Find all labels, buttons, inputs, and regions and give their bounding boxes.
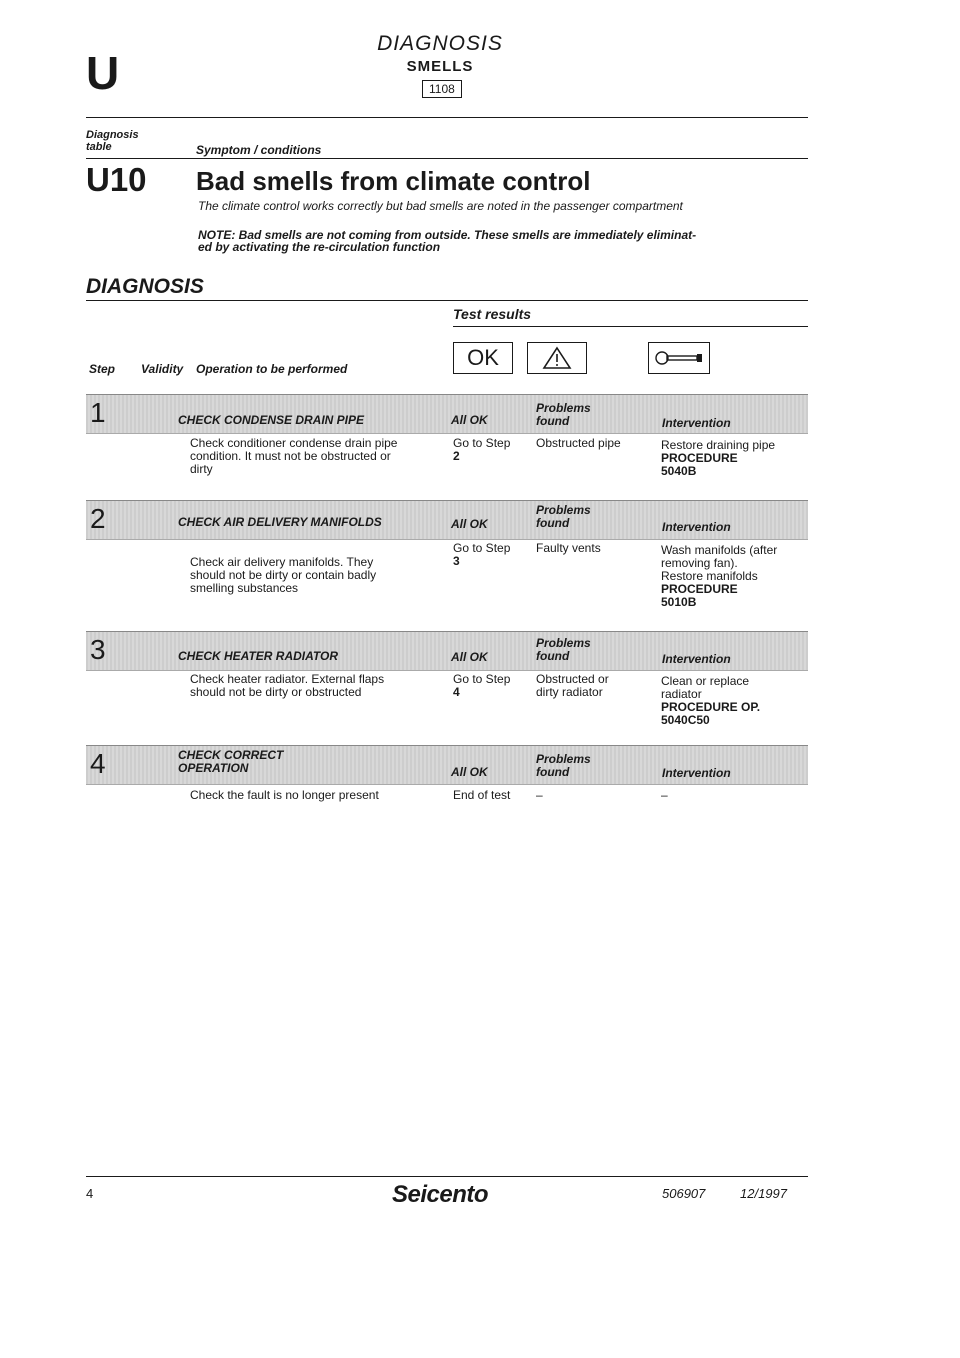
symptom-description: The climate control works correctly but bad smells are noted in the passenger compartment	[198, 199, 683, 213]
brand-logo: Seicento	[391, 1181, 489, 1208]
action-line: Restore draining pipe	[661, 438, 776, 452]
step-number: 1	[90, 397, 106, 428]
operation-line: should not be dirty or contain badly	[190, 568, 377, 582]
col-step: Step	[89, 362, 116, 376]
step-check: CHECK CONDENSE DRAIN PIPE	[178, 413, 365, 427]
result-line: Go to Step	[453, 672, 511, 686]
found-line: Obstructed or	[536, 672, 609, 686]
step-problems: Problems	[536, 503, 591, 517]
wrench-icon	[648, 342, 710, 374]
footer-rule	[86, 1176, 808, 1177]
step-1-found	[536, 437, 656, 450]
step-problems: Problems	[536, 636, 591, 650]
operation-line: dirty	[190, 462, 213, 476]
step-3-operation	[190, 673, 440, 699]
step-problems: Problems	[536, 401, 591, 415]
action-line: Clean or replace	[661, 674, 750, 688]
header-subtitle: SMELLS	[406, 58, 474, 75]
result-step-number: 4	[453, 685, 460, 699]
doc-number: 506907	[662, 1186, 706, 1201]
step-2-operation	[190, 556, 440, 595]
ok-icon	[453, 342, 513, 374]
step-check: CHECK AIR DELIVERY MANIFOLDS	[178, 515, 382, 529]
found-line: dirty radiator	[536, 685, 603, 699]
action-line: –	[661, 788, 668, 802]
symptom-conditions-label: Symptom / conditions	[196, 143, 322, 157]
step-1-action	[661, 439, 811, 478]
test-results-rule	[453, 326, 808, 327]
step-4-operation	[190, 789, 440, 802]
step-found: found	[536, 649, 570, 663]
symptom-title: Bad smells from climate control	[196, 166, 591, 196]
found-line: Obstructed pipe	[536, 436, 621, 450]
step-all-ok: All OK	[451, 650, 488, 664]
action-line: Restore manifolds	[661, 569, 758, 583]
action-procedure-code: 5040C50	[661, 713, 710, 727]
operation-line: Check air delivery manifolds. They	[190, 555, 374, 569]
warning-icon	[527, 342, 587, 374]
step-all-ok: All OK	[451, 517, 488, 531]
step-3-action	[661, 675, 811, 727]
page-number: 4	[86, 1186, 94, 1201]
step-problems: Problems	[536, 752, 591, 766]
symptom-note	[198, 229, 818, 253]
col-validity: Validity	[141, 362, 184, 376]
found-line: –	[536, 788, 543, 802]
step-3-band	[86, 631, 808, 671]
section-letter: U	[86, 47, 120, 99]
step-all-ok: All OK	[451, 765, 488, 779]
diagnosis-table-label	[86, 129, 139, 153]
step-check-line2: OPERATION	[178, 761, 249, 775]
diagnosis-section-title: DIAGNOSIS	[86, 275, 204, 298]
step-intervention: Intervention	[662, 520, 731, 534]
found-line: Faulty vents	[536, 541, 601, 555]
step-intervention: Intervention	[662, 766, 731, 780]
result-step-number: 2	[453, 449, 460, 463]
action-procedure-code: 5010B	[661, 595, 697, 609]
step-1-band	[86, 394, 808, 434]
step-found: found	[536, 516, 570, 530]
operation-line: Check conditioner condense drain pipe	[190, 436, 398, 450]
step-4-action	[661, 789, 811, 802]
header-title: DIAGNOSIS	[377, 32, 503, 55]
step-2-action	[661, 544, 811, 609]
test-results-label: Test results	[453, 306, 532, 322]
step-1-operation	[190, 437, 440, 476]
spanner-icon	[653, 348, 705, 368]
doc-date: 12/1997	[740, 1186, 787, 1201]
diagnosis-table-label-line2: table	[86, 141, 112, 153]
action-procedure-code: 5040B	[661, 464, 697, 478]
step-2-result	[453, 542, 533, 568]
step-4-band	[86, 745, 808, 785]
step-3-found	[536, 673, 656, 699]
warning-triangle-icon	[542, 346, 572, 370]
step-2-found	[536, 542, 656, 555]
step-found: found	[536, 765, 570, 779]
operation-line: should not be dirty or obstructed	[190, 685, 362, 699]
step-number: 4	[90, 748, 106, 779]
action-line: radiator	[661, 687, 702, 701]
step-check: CHECK HEATER RADIATOR	[178, 649, 339, 663]
result-step-number: 3	[453, 554, 460, 568]
operation-line: Check the fault is no longer present	[190, 788, 379, 802]
ok-icon-label: OK	[467, 345, 499, 370]
symptom-note-line1: NOTE: Bad smells are not coming from outside. These smells are immediately eliminat-	[198, 228, 697, 242]
result-line: End of test	[453, 788, 511, 802]
action-procedure: PROCEDURE	[661, 582, 738, 596]
action-procedure: PROCEDURE	[661, 451, 738, 465]
action-line: Wash manifolds (after	[661, 543, 778, 557]
operation-line: condition. It must not be obstructed or	[190, 449, 391, 463]
step-3-result	[453, 673, 533, 699]
result-line: Go to Step	[453, 541, 511, 555]
action-line: removing fan).	[661, 556, 738, 570]
result-line: Go to Step	[453, 436, 511, 450]
step-number: 2	[90, 503, 106, 534]
table-label-rule	[86, 158, 808, 159]
step-2-band	[86, 500, 808, 540]
step-4-result	[453, 789, 533, 802]
step-found: found	[536, 414, 570, 428]
diagnosis-rule	[86, 300, 808, 301]
step-check: CHECK CORRECT	[178, 748, 284, 762]
operation-line: smelling substances	[190, 581, 299, 595]
symptom-code: U10	[86, 161, 147, 198]
diagnosis-table-label-line1: Diagnosis	[86, 129, 139, 141]
step-1-result	[453, 437, 533, 463]
step-number: 3	[90, 634, 106, 665]
step-intervention: Intervention	[662, 416, 731, 430]
operation-line: Check heater radiator. External flaps	[190, 672, 385, 686]
header-rule	[86, 117, 808, 118]
step-all-ok: All OK	[451, 413, 488, 427]
action-procedure: PROCEDURE OP.	[661, 700, 761, 714]
step-intervention: Intervention	[662, 652, 731, 666]
step-4-found	[536, 789, 656, 802]
col-operation: Operation to be performed	[196, 362, 348, 376]
header-code: 1108	[422, 80, 462, 98]
symptom-note-line2: ed by activating the re-circulation function	[198, 240, 441, 254]
